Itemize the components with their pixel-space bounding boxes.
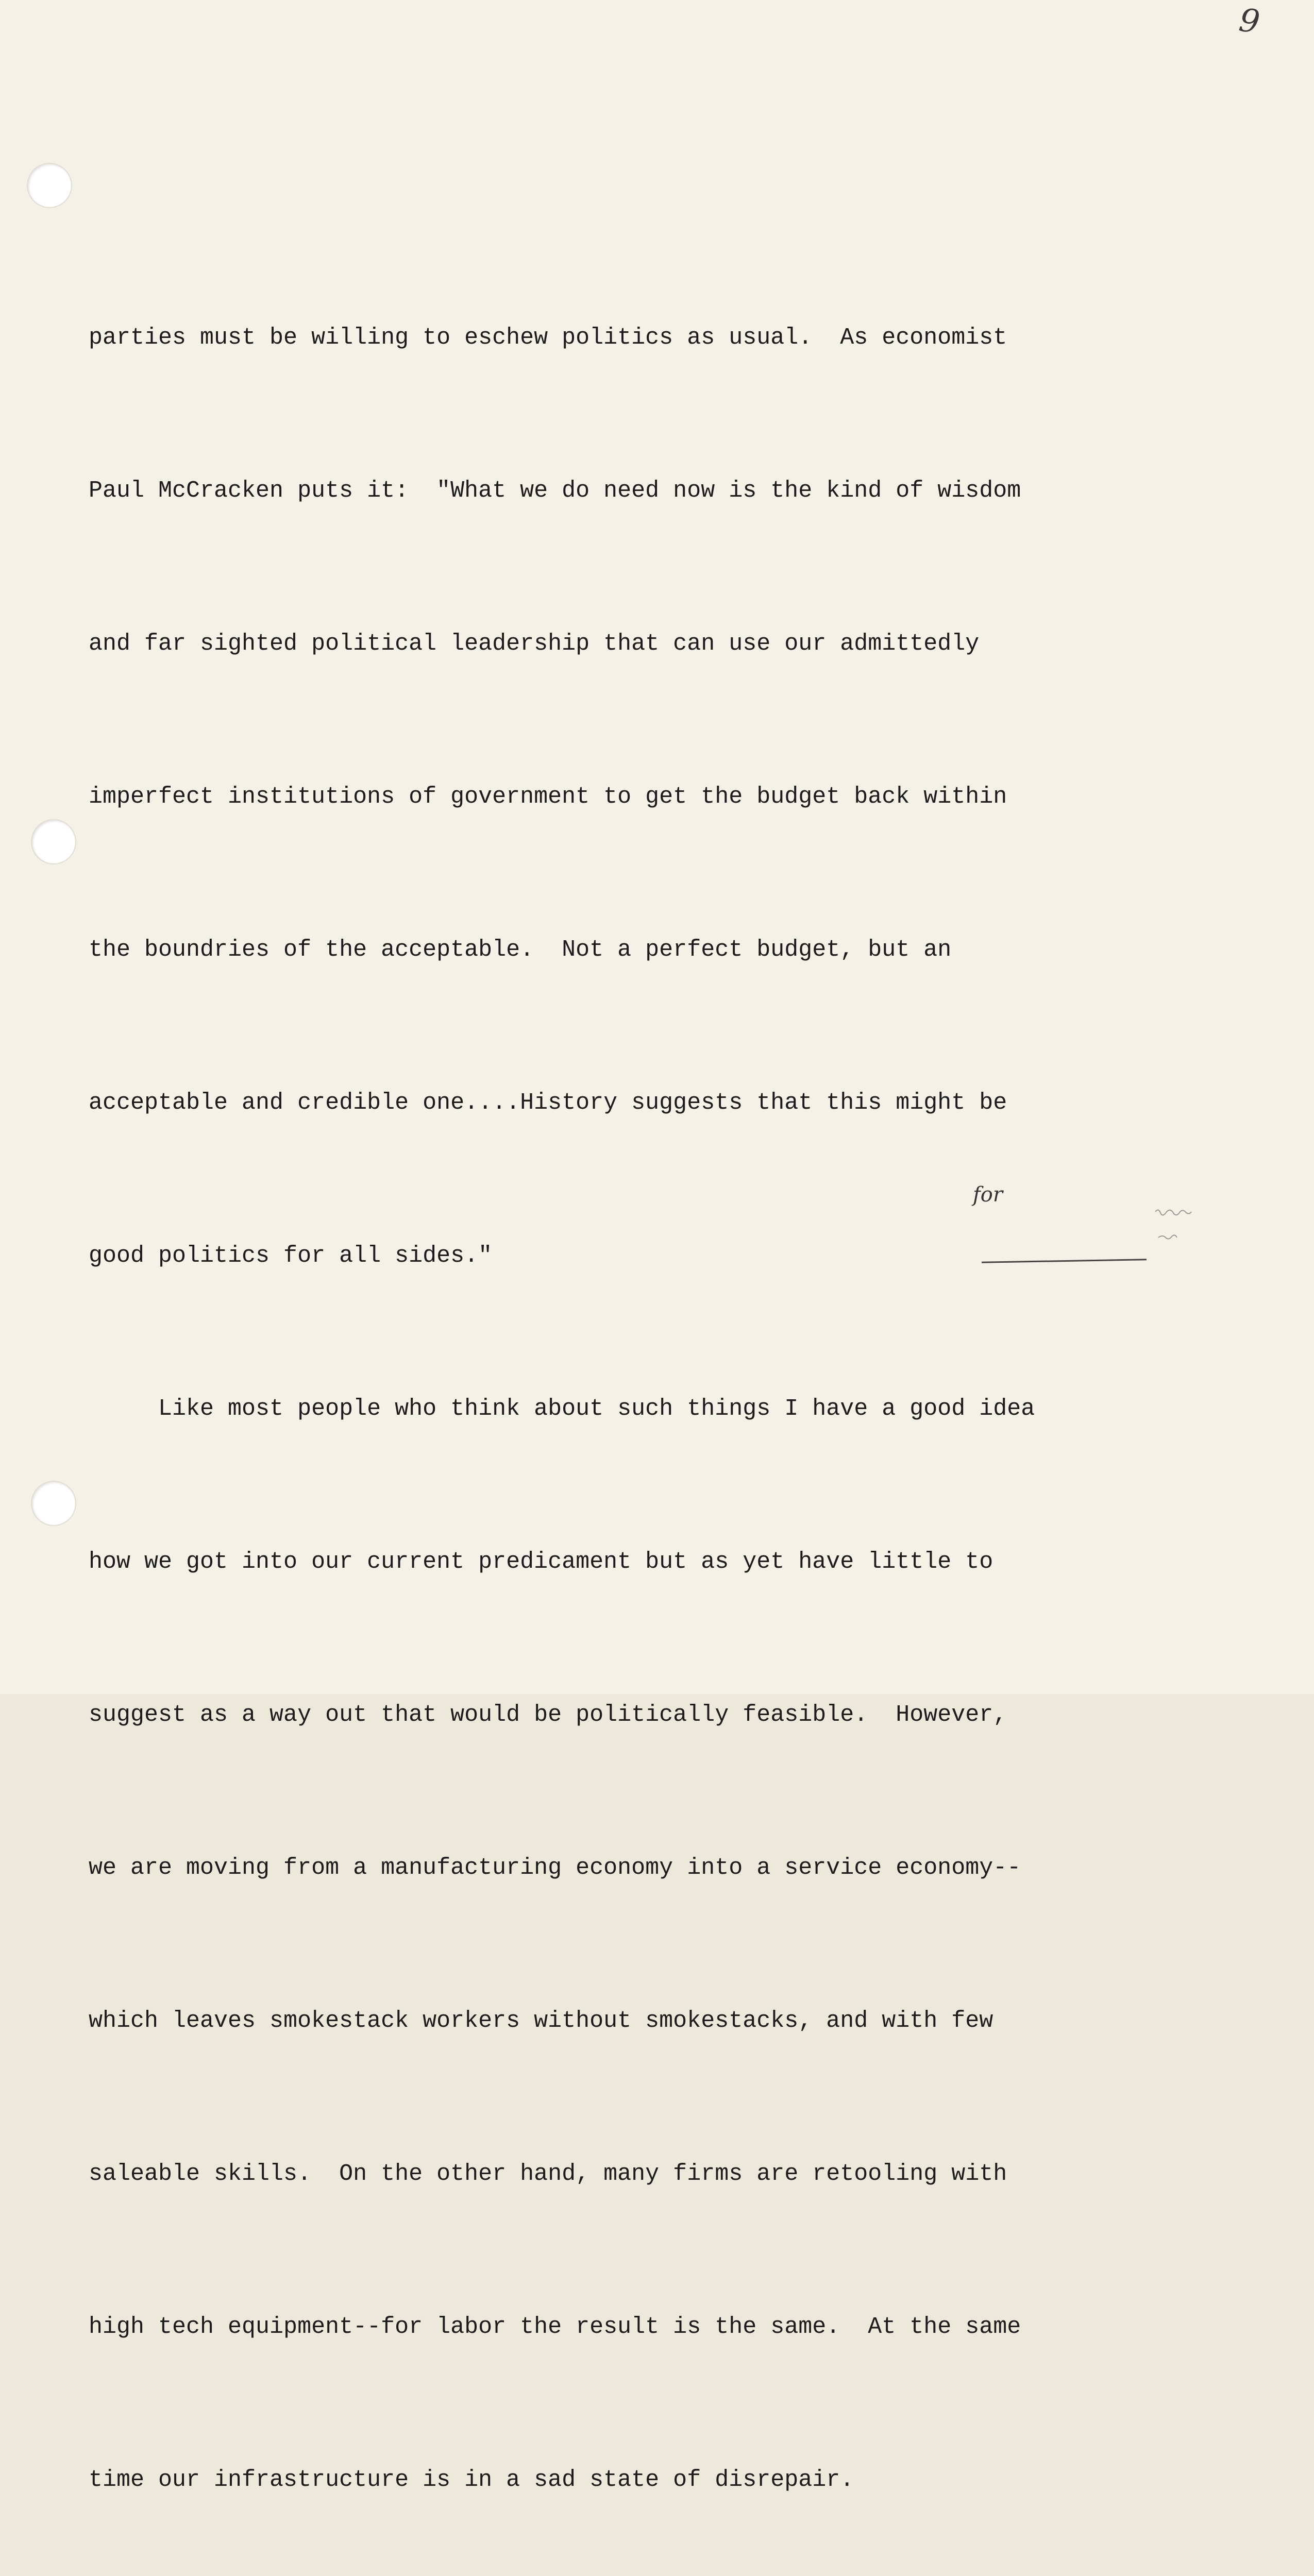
text-line: parties must be willing to eschew politics as usual. As economist xyxy=(89,325,1007,351)
text-line: time our infrastructure is in a sad state of disrepair. xyxy=(89,2467,854,2493)
text-line: and far sighted political leadership that can use our admittedly xyxy=(89,631,980,657)
text-line: the boundries of the acceptable. Not a perfect budget, but an xyxy=(89,937,952,963)
text-line: we are moving from a manufacturing economy into a service economy-- xyxy=(89,1855,1021,1881)
text-line: saleable skills. On the other hand, many firms are retooling with xyxy=(89,2161,1007,2187)
typed-body-text xyxy=(89,210,1160,2576)
punch-hole-middle xyxy=(32,820,75,863)
text-line: suggest as a way out that would be politically feasible. However, xyxy=(89,1702,1007,1728)
text-line: how we got into our current predicament but as yet have little to xyxy=(89,1549,993,1575)
text-line: imperfect institutions of government to get the budget back within xyxy=(89,784,1007,810)
margin-scribble-icon xyxy=(1153,1205,1215,1251)
text-line: Like most people who think about such things I have a good idea xyxy=(89,1396,1035,1422)
page-number: 9 xyxy=(1237,1,1262,41)
punch-hole-bottom xyxy=(32,1482,75,1525)
punch-hole-top xyxy=(28,164,71,207)
handwritten-insertion: for xyxy=(973,1183,1003,1207)
text-line: Paul McCracken puts it: "What we do need now is the kind of wisdom xyxy=(89,478,1021,504)
text-line: acceptable and credible one....History suggests that this might be xyxy=(89,1090,1007,1116)
text-line: which leaves smokestack workers without smokestacks, and with few xyxy=(89,2008,993,2034)
text-line: good politics for all sides." xyxy=(89,1243,493,1269)
text-line: high tech equipment--for labor the result is the same. At the same xyxy=(89,2314,1021,2340)
